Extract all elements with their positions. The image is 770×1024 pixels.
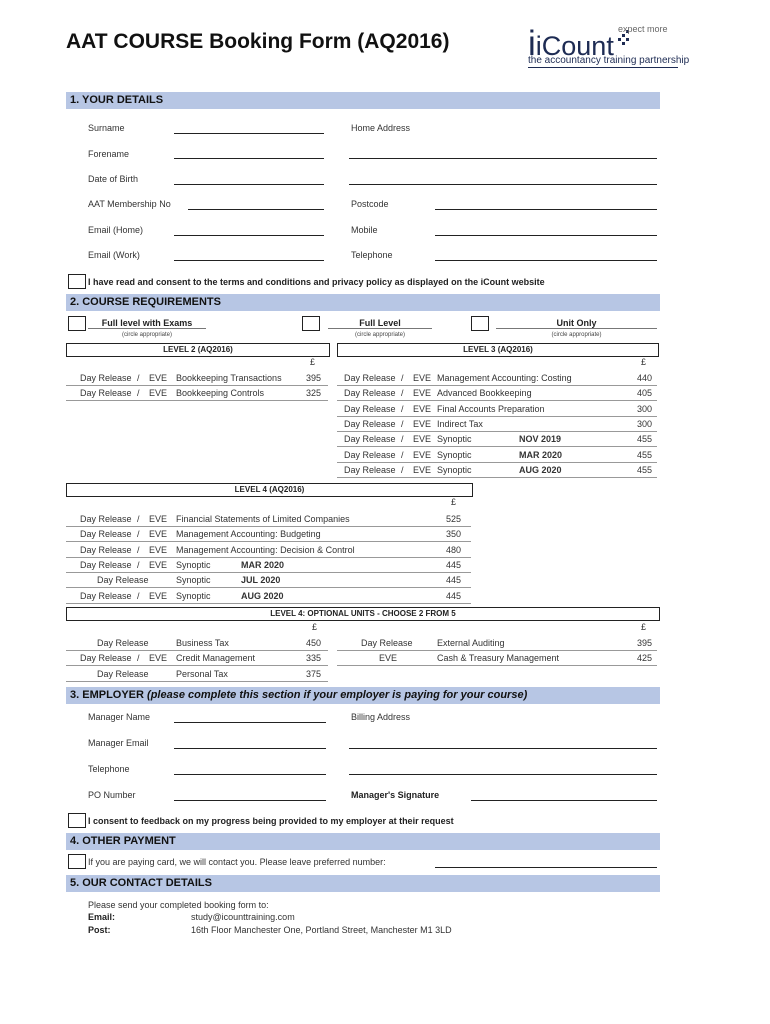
forename-field[interactable]	[174, 158, 324, 159]
circle-note-1: (circle appropriate)	[121, 332, 173, 338]
logo-underline	[528, 67, 678, 68]
l3-row-eve[interactable]: EVE	[413, 464, 432, 475]
l4-row-slash: /	[137, 529, 140, 540]
address-line-1[interactable]	[349, 158, 657, 159]
l3-row-slash: /	[401, 464, 404, 475]
l4-date: AUG 2020	[241, 590, 284, 601]
l2-price: 395	[306, 373, 322, 383]
page-title: AAT COURSE Booking Form (AQ2016)	[66, 30, 450, 53]
l3-row-slash: /	[401, 388, 404, 399]
feedback-consent-text: I consent to feedback on my progress being provided to my employer at their request	[88, 816, 454, 826]
pound-opt-left: £	[312, 622, 318, 632]
l3-row-day-release[interactable]: Day Release	[344, 403, 396, 414]
l3-course: Indirect Tax	[437, 418, 483, 429]
l2-price: 325	[306, 388, 322, 398]
l3-row-eve[interactable]: EVE	[413, 434, 432, 445]
l3-row-slash: /	[401, 373, 404, 383]
l4-date: JUL 2020	[241, 575, 281, 586]
l3-row-eve[interactable]: EVE	[413, 388, 432, 399]
section-employer: 3. EMPLOYER (please complete this section if your employer is paying for your course)	[66, 687, 660, 704]
opt-right-price: 425	[637, 653, 653, 664]
po-number-label: PO Number	[88, 790, 136, 800]
row-divider	[337, 650, 657, 651]
row-divider	[66, 587, 471, 588]
row-divider	[66, 400, 328, 401]
l4-row-day-release[interactable]: Day Release	[80, 590, 132, 601]
manager-email-field[interactable]	[174, 748, 326, 749]
l3-date: AUG 2020	[519, 464, 562, 475]
email-work-field[interactable]	[174, 260, 324, 261]
row-divider	[66, 650, 328, 651]
pound-l2: £	[310, 357, 316, 367]
logo: iiCount	[528, 24, 614, 63]
l4-row-day-release[interactable]: Day Release	[80, 559, 132, 570]
opt-left-price: 335	[306, 653, 322, 664]
l3-price: 300	[637, 418, 653, 429]
l3-row-day-release[interactable]: Day Release	[344, 418, 396, 429]
row-divider	[66, 572, 471, 573]
l3-row-eve[interactable]: EVE	[413, 403, 432, 414]
opt-left-day-release[interactable]: Day Release	[97, 668, 149, 679]
l4-row-eve[interactable]: EVE	[149, 514, 168, 524]
l3-row-slash: /	[401, 449, 404, 460]
l4-price: 480	[446, 544, 462, 555]
full-level-label: Full Level	[328, 318, 432, 329]
l3-row-eve[interactable]: EVE	[413, 449, 432, 460]
home-address-label: Home Address	[351, 123, 411, 133]
opt-left-course: Credit Management	[176, 653, 256, 664]
circle-note-3: (circle appropriate)	[551, 332, 602, 338]
l4-row-eve[interactable]: EVE	[149, 559, 168, 570]
l3-row-day-release[interactable]: Day Release	[344, 373, 396, 383]
l3-row-eve[interactable]: EVE	[413, 418, 432, 429]
l2-row-day-release[interactable]: Day Release	[80, 373, 132, 383]
mobile-field[interactable]	[435, 235, 657, 236]
l3-course: Advanced Bookkeeping	[437, 388, 532, 399]
row-divider	[337, 400, 657, 401]
l3-row-day-release[interactable]: Day Release	[344, 434, 396, 445]
opt-left-row-eve[interactable]: EVE	[149, 653, 168, 664]
l4-row-day-release[interactable]: Day Release	[80, 544, 132, 555]
l3-price: 300	[637, 403, 653, 414]
telephone-label: Telephone	[351, 250, 393, 260]
section-course-requirements: 2. COURSE REQUIREMENTS	[66, 294, 660, 311]
l4-row-slash: /	[137, 514, 140, 524]
opt-left-course: Business Tax	[176, 638, 229, 648]
l4-row-slash: /	[137, 544, 140, 555]
l3-row-slash: /	[401, 403, 404, 414]
signature-label: Manager's Signature	[351, 790, 440, 800]
contact-intro: Please send your completed booking form to:	[88, 900, 269, 910]
l4-date: MAR 2020	[241, 559, 285, 570]
l2-row-slash: /	[137, 373, 140, 383]
l3-price: 405	[637, 388, 653, 399]
card-payment-checkbox[interactable]	[68, 854, 86, 869]
opt-right-course: External Auditing	[437, 638, 505, 648]
logo-subtitle: the accountancy training partnership	[528, 55, 690, 66]
section-your-details: 1. YOUR DETAILS	[66, 92, 660, 109]
full-level-exams-label: Full level with Exams	[88, 318, 206, 329]
consent-text: I have read and consent to the terms and conditions and privacy policy as displayed on the iCount website	[88, 277, 545, 287]
l4-course: Management Accounting: Decision & Control	[176, 544, 355, 555]
l3-course: Management Accounting: Costing	[437, 373, 572, 383]
opt-left-row-slash: /	[137, 653, 140, 664]
signature-field[interactable]	[471, 800, 657, 801]
billing-address-label: Billing Address	[351, 712, 411, 722]
opt-left-row-day-release[interactable]: Day Release	[80, 653, 132, 664]
postcode-label: Postcode	[351, 199, 389, 209]
l3-row-slash: /	[401, 418, 404, 429]
opt-right-price: 395	[637, 638, 653, 648]
consent-checkbox[interactable]	[68, 274, 86, 289]
forename-label: Forename	[88, 149, 130, 159]
manager-email-label: Manager Email	[88, 738, 149, 748]
row-divider	[66, 665, 328, 666]
billing-line-2[interactable]	[349, 774, 657, 775]
l4-price: 445	[446, 575, 462, 586]
l4-price: 525	[446, 514, 462, 524]
l3-price: 455	[637, 434, 653, 445]
mobile-label: Mobile	[351, 225, 378, 235]
manager-name-label: Manager Name	[88, 712, 151, 722]
level4-header: LEVEL 4 (AQ2016)	[66, 483, 473, 497]
l2-row-slash: /	[137, 388, 140, 398]
email-work-label: Email (Work)	[88, 250, 140, 260]
feedback-consent-checkbox[interactable]	[68, 813, 86, 828]
row-divider	[337, 462, 657, 463]
postcode-field[interactable]	[435, 209, 657, 210]
po-number-field[interactable]	[174, 800, 326, 801]
l4-price: 445	[446, 590, 462, 601]
l4-price: 445	[446, 559, 462, 570]
aat-field[interactable]	[188, 209, 324, 210]
row-divider	[337, 431, 657, 432]
pound-l3: £	[641, 357, 647, 367]
row-divider	[66, 557, 471, 558]
l3-row-day-release[interactable]: Day Release	[344, 388, 396, 399]
aat-label: AAT Membership No	[88, 199, 171, 209]
row-divider	[337, 446, 657, 447]
l3-row-day-release[interactable]: Day Release	[344, 464, 396, 475]
pound-opt-right: £	[641, 622, 647, 632]
contact-email[interactable]: study@icounttraining.com	[191, 912, 295, 922]
section-contact-details: 5. OUR CONTACT DETAILS	[66, 875, 660, 892]
contact-address: 16th Floor Manchester One, Portland Street, Manchester M1 3LD	[191, 925, 452, 935]
l4-row-eve[interactable]: EVE	[149, 544, 168, 555]
l3-date: MAR 2020	[519, 449, 563, 460]
dob-label: Date of Birth	[88, 174, 139, 184]
row-divider	[66, 526, 471, 527]
employer-telephone-label: Telephone	[88, 764, 130, 774]
row-divider	[337, 385, 657, 386]
l2-row-day-release[interactable]: Day Release	[80, 388, 132, 398]
l4-price: 350	[446, 529, 462, 540]
section-other-payment: 4. OTHER PAYMENT	[66, 833, 660, 850]
employer-telephone-field[interactable]	[174, 774, 326, 775]
opt-right-day-release[interactable]: Day Release	[361, 638, 413, 648]
l4-row-slash: /	[137, 590, 140, 601]
contact-post-label: Post:	[88, 925, 111, 935]
l3-price: 455	[637, 464, 653, 475]
l4-row-day-release[interactable]: Day Release	[80, 514, 132, 524]
row-divider	[66, 385, 328, 386]
full-level-checkbox[interactable]	[302, 316, 320, 331]
email-home-field[interactable]	[174, 235, 324, 236]
l4-row-eve[interactable]: EVE	[149, 529, 168, 540]
l4-row-day-release[interactable]: Day Release	[80, 529, 132, 540]
row-divider	[337, 416, 657, 417]
l3-row-eve[interactable]: EVE	[413, 373, 432, 383]
level2-header: LEVEL 2 (AQ2016)	[66, 343, 330, 357]
opt-left-price: 375	[306, 668, 322, 679]
surname-label: Surname	[88, 123, 125, 133]
row-divider	[66, 681, 328, 682]
dob-field[interactable]	[174, 184, 324, 185]
l4-course: Financial Statements of Limited Companies	[176, 514, 350, 524]
circle-note-2: (circle appropriate)	[354, 332, 406, 338]
level3-header: LEVEL 3 (AQ2016)	[337, 343, 659, 357]
opt-left-course: Personal Tax	[176, 668, 228, 679]
l3-row-day-release[interactable]: Day Release	[344, 449, 396, 460]
pound-l4: £	[451, 497, 457, 507]
unit-only-label: Unit Only	[496, 318, 657, 329]
billing-line-1[interactable]	[349, 748, 657, 749]
l2-row-eve[interactable]: EVE	[149, 373, 168, 383]
full-level-exams-checkbox[interactable]	[68, 316, 86, 331]
l3-course: Synoptic	[437, 449, 472, 460]
l4-course: Management Accounting: Budgeting	[176, 529, 321, 540]
address-line-2[interactable]	[349, 184, 657, 185]
l3-price: 440	[637, 373, 653, 383]
preferred-number-field[interactable]	[435, 867, 657, 868]
l2-row-eve[interactable]: EVE	[149, 388, 168, 398]
l4-row-eve[interactable]: EVE	[149, 590, 168, 601]
telephone-field[interactable]	[435, 260, 657, 261]
l3-date: NOV 2019	[519, 434, 562, 445]
row-divider	[337, 477, 657, 478]
l4-course: Synoptic	[176, 590, 211, 601]
l4-row-slash: /	[137, 559, 140, 570]
card-payment-text: If you are paying card, we will contact you. Please leave preferred number:	[88, 857, 386, 867]
l3-course: Synoptic	[437, 434, 472, 445]
l4-row-day-release[interactable]: Day Release	[97, 575, 149, 586]
row-divider	[66, 603, 471, 604]
l2-course: Bookkeeping Controls	[176, 388, 265, 398]
row-divider	[66, 541, 471, 542]
l3-row-slash: /	[401, 434, 404, 445]
l3-course: Synoptic	[437, 464, 472, 475]
contact-email-label: Email:	[88, 912, 116, 922]
opt-left-price: 450	[306, 638, 322, 648]
unit-only-checkbox[interactable]	[471, 316, 489, 331]
row-divider	[337, 665, 657, 666]
opt-right-eve[interactable]: EVE	[379, 653, 398, 664]
logo-tagline: expect more	[618, 24, 668, 34]
l2-course: Bookkeeping Transactions	[176, 373, 282, 383]
surname-field[interactable]	[174, 133, 324, 134]
l3-course: Final Accounts Preparation	[437, 403, 545, 414]
l4-course: Synoptic	[176, 575, 211, 586]
l3-price: 455	[637, 449, 653, 460]
email-home-label: Email (Home)	[88, 225, 144, 235]
l4-course: Synoptic	[176, 559, 211, 570]
opt-right-course: Cash & Treasury Management	[437, 653, 560, 664]
level4-optional-header: LEVEL 4: OPTIONAL UNITS - CHOOSE 2 FROM 5	[66, 607, 660, 621]
manager-name-field[interactable]	[174, 722, 326, 723]
opt-left-day-release[interactable]: Day Release	[97, 638, 149, 648]
